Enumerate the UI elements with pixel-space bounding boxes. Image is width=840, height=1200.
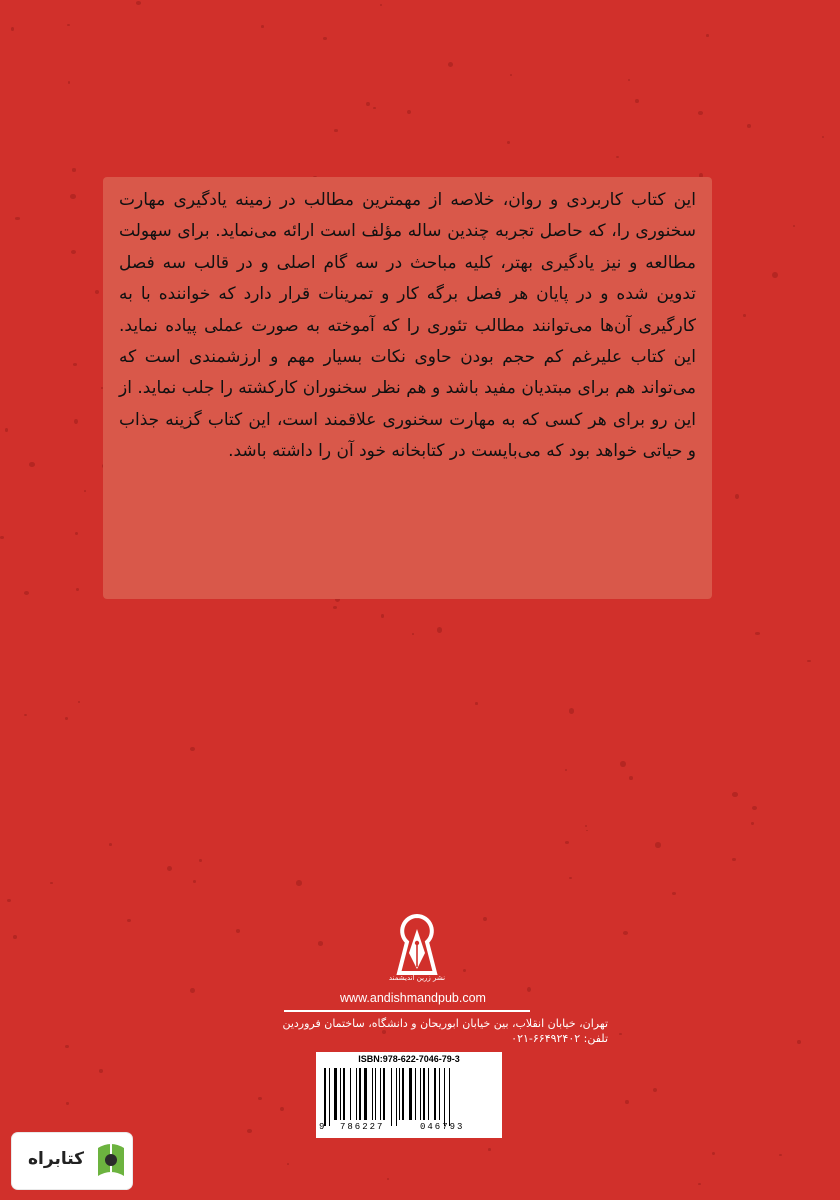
texture-speck [797,1040,801,1044]
blurb-line: این کتاب کاربردی و روان، خلاصه از مهمترین مطالب در زمینه یادگیری [173,190,696,210]
blurb-line: برای هر کسی که به مهارت سخنوری علاقمند است، این کتاب گزینه [165,409,645,430]
blurb-line: داشته باشد. [228,441,313,462]
texture-speck [199,859,202,862]
texture-speck [565,769,567,771]
texture-speck [99,1069,103,1073]
texture-speck [732,792,738,797]
texture-speck [507,141,510,144]
barcode-bar [324,1068,326,1126]
texture-speck [261,25,264,28]
texture-speck [78,701,80,703]
texture-speck [698,111,703,115]
texture-speck [387,1178,389,1180]
blurb-line: تمرینات قرار دارد که خواننده با به کارگیری آن‌ها می‌توانند مطالب [119,284,697,336]
texture-speck [463,969,466,972]
texture-speck [448,62,453,67]
texture-speck [629,776,633,780]
texture-speck [585,825,587,827]
barcode-bar [428,1068,429,1120]
texture-speck [437,627,442,633]
barcode-bar [364,1068,367,1120]
texture-speck [755,632,760,635]
barcode-bar [340,1068,341,1120]
blurb-line: مهارت سخنوری را، که حاصل تجربه چندین ساله مؤلف است ارائه [119,190,696,242]
blurb-box [103,177,712,599]
texture-speck [334,129,338,132]
barcode-bar [350,1068,351,1120]
texture-speck [73,363,77,366]
texture-speck [65,1045,69,1048]
barcode-digits-right: 046793 [420,1122,465,1132]
texture-speck [672,892,676,895]
texture-speck [407,110,411,114]
barcode-bar [343,1068,345,1120]
texture-speck [706,34,709,37]
texture-speck [620,761,626,767]
blurb-line: می‌نماید. برای سهولت مطالعه و نیز یادگیری بهتر، کلیه مباحث در سه گام [119,221,696,273]
texture-speck [258,1097,262,1100]
blurb-text [119,185,696,468]
phone-line: تلفن: ۶۶۴۹۲۴۰۲-۰۲۱ [511,1032,608,1045]
isbn-label: ISBN:978-622-7046-79-3 [358,1054,460,1064]
logo-caption: نشر زرین اندیشمند [388,974,446,982]
texture-speck [236,929,240,933]
texture-speck [72,168,76,172]
barcode-bar [329,1068,330,1126]
blurb-line: حجم بودن حاوی نکات بسیار مهم و ارزشمندی است که می‌تواند هم برای [119,347,696,399]
texture-speck [373,107,376,109]
barcode-bar [444,1068,445,1126]
texture-speck [193,880,196,883]
texture-speck [793,225,795,227]
publisher-logo [382,913,452,989]
texture-speck [13,935,17,939]
texture-speck [67,24,70,26]
texture-speck [488,1148,491,1151]
barcode-bar [423,1068,425,1120]
texture-speck [70,194,76,199]
texture-speck [412,633,414,635]
texture-speck [616,156,619,158]
watermark-badge[interactable] [12,1133,132,1189]
barcode-bar [380,1068,381,1120]
texture-speck [366,102,370,106]
texture-speck [7,899,11,902]
texture-speck [380,4,382,6]
texture-speck [569,877,572,879]
address-line: تهران، خیابان انقلاب، بین خیابان ابوریحان و دانشگاه، ساختمان فروردین [282,1017,608,1030]
watermark-label: کتابراه [28,1149,85,1169]
texture-speck [109,843,112,846]
texture-speck [74,419,78,424]
texture-speck [65,717,68,720]
isbn-barcode [316,1052,502,1138]
barcode-bars [324,1068,496,1122]
texture-speck [280,1107,284,1111]
texture-speck [772,272,778,278]
barcode-bar [434,1068,436,1120]
texture-speck [822,136,824,138]
texture-speck [5,428,8,432]
blurb-line: جذاب و حیاتی خواهد بود که می‌بایست در کتابخانه خود آن را [119,409,696,462]
texture-speck [190,747,195,751]
texture-speck [84,490,86,492]
texture-speck [807,660,811,662]
barcode-bar [334,1068,337,1120]
barcode-bar [439,1068,440,1120]
texture-speck [625,1100,629,1104]
texture-speck [296,880,302,886]
publisher-website[interactable]: www.andishmandpub.com [340,991,486,1005]
texture-speck [628,79,630,81]
texture-speck [475,702,478,705]
texture-speck [66,1102,69,1105]
barcode-bar [359,1068,361,1120]
texture-speck [24,714,27,716]
blurb-line: تئوری را که آموخته به صورت عملی پیاده نماید. این کتاب علیرغم کم [119,315,696,368]
barcode-digit-lead: 9 [319,1122,325,1132]
barcode-bar [372,1068,373,1120]
texture-speck [29,462,35,467]
barcode-digits-left: 786227 [340,1122,385,1132]
blurb-line: مبتدیان مفید باشد و هم نظر سخنوران کارکشته را جلب نماید. از این رو [119,378,697,430]
texture-speck [127,919,131,922]
texture-speck [569,708,574,714]
texture-speck [586,830,588,831]
texture-speck [11,27,14,31]
texture-speck [50,882,53,884]
texture-speck [619,1033,622,1035]
texture-speck [635,99,639,103]
texture-speck [24,591,29,595]
publisher-address [188,1016,608,1046]
barcode-bar [356,1068,357,1120]
texture-speck [655,842,661,848]
texture-speck [565,841,569,844]
texture-speck [698,1183,701,1185]
texture-speck [752,806,757,810]
texture-speck [68,81,70,84]
texture-speck [779,1154,782,1156]
texture-speck [15,217,20,220]
barcode-bar [375,1068,376,1120]
texture-speck [735,494,739,499]
divider [284,1010,530,1012]
texture-speck [71,250,76,254]
texture-speck [167,866,172,871]
texture-speck [136,1,141,5]
texture-speck [510,74,512,76]
barcode-bar [449,1068,450,1126]
texture-speck [247,1129,252,1133]
texture-speck [0,536,4,539]
barcode-bar [415,1068,416,1120]
texture-speck [743,314,746,317]
book-leaf-icon [94,1140,128,1182]
texture-speck [76,588,79,591]
texture-speck [190,988,195,993]
texture-speck [381,614,384,618]
texture-speck [75,532,78,535]
texture-speck [95,290,99,294]
blurb-line: اصلی و در قالب سه فصل تدوین شده و در پایان هر فصل برگه کار و [119,252,697,305]
texture-speck [653,1088,657,1092]
barcode-bar [402,1068,404,1120]
texture-speck [712,1152,715,1155]
barcode-bar [383,1068,385,1120]
texture-speck [323,37,327,40]
texture-speck [732,858,736,861]
texture-speck [318,941,323,946]
barcode-bar [391,1068,392,1126]
texture-speck [483,917,487,921]
texture-speck [751,822,754,825]
barcode-bar [399,1068,400,1120]
texture-speck [333,606,337,609]
texture-speck [287,1163,289,1165]
barcode-bar [396,1068,397,1126]
barcode-bar [409,1068,412,1120]
barcode-bar [420,1068,421,1120]
texture-speck [747,124,751,128]
texture-speck [623,931,628,935]
